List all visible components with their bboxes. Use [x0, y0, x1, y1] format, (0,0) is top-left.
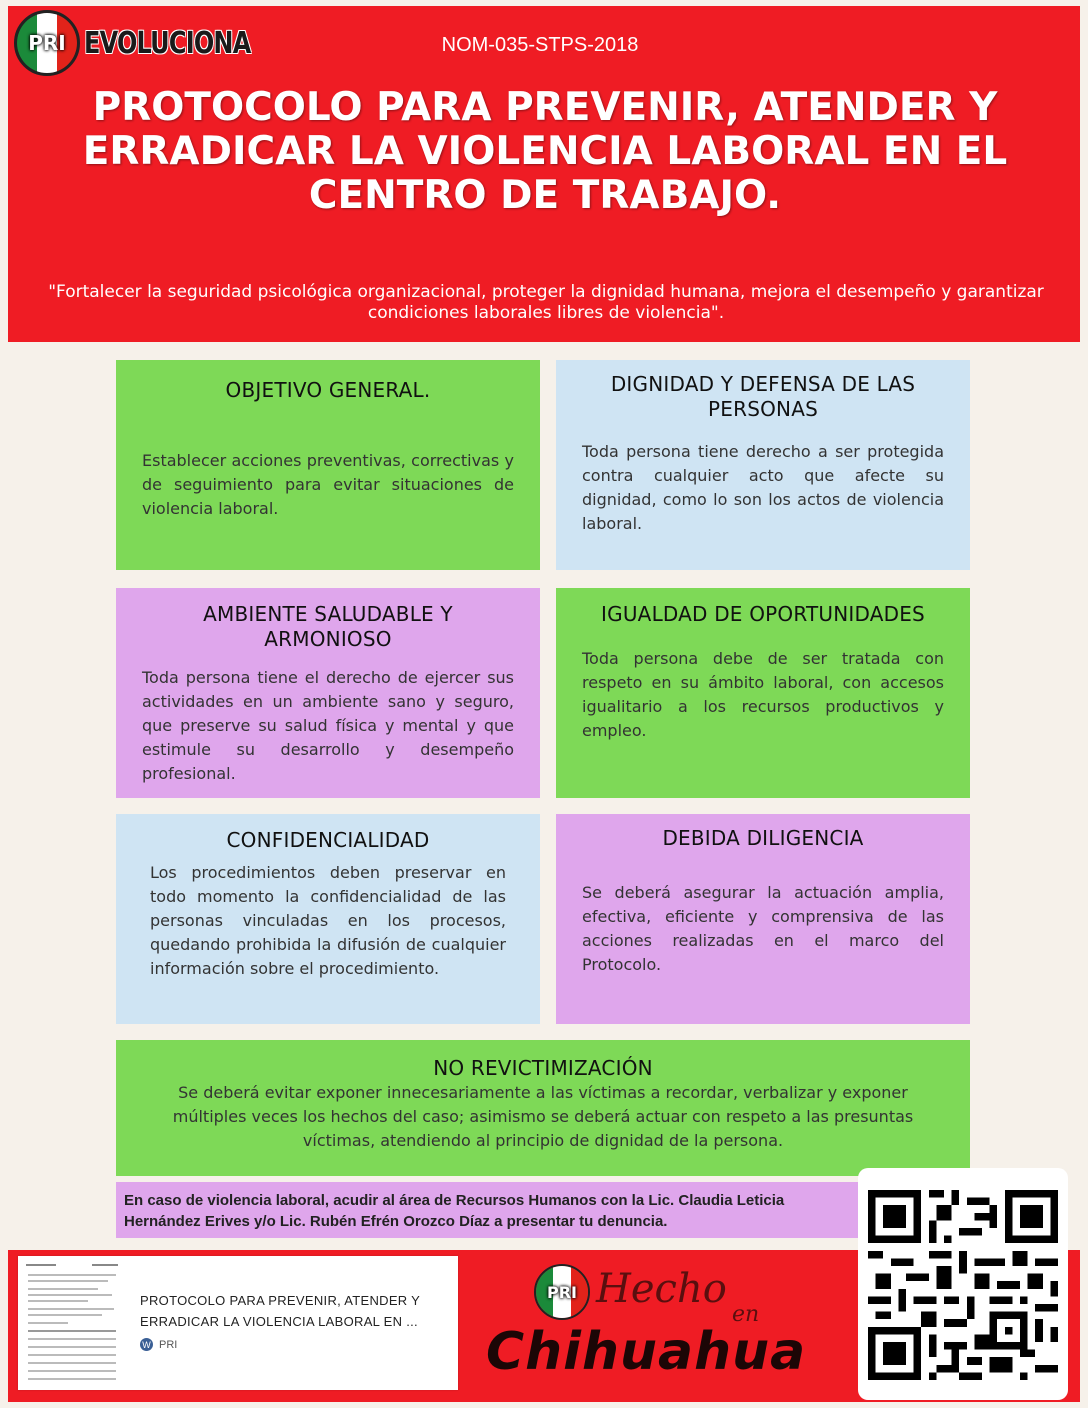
- card-ambiente-saludable: [116, 588, 540, 798]
- card-dignidad: [556, 360, 970, 570]
- document-thumbnail: [22, 1258, 122, 1386]
- hecho-text: Hecho: [596, 1266, 727, 1312]
- card-body: Establecer acciones preventivas, correctivas y de seguimiento para evitar situaciones de violencia laboral.: [142, 451, 514, 518]
- document-link-title[interactable]: PROTOCOLO PARA PREVENIR, ATENDER Y ERRADICAR LA VIOLENCIA LABORAL EN ...: [140, 1293, 420, 1329]
- card-title: CONFIDENCIALIDAD: [226, 828, 430, 852]
- qr-code-icon: [868, 1190, 1058, 1380]
- card-body: Se deberá evitar exponer innecesariamente a las víctimas a recordar, verbalizar y exponer múltiples veces los hechos del caso; asimismo se deberá actuar con respeto a las presuntas víctimas, atendiendo al principio de dignidad de la persona.: [172, 1083, 914, 1150]
- card-confidencialidad: [116, 814, 540, 1024]
- card-body: Toda persona tiene el derecho de ejercer sus actividades en un ambiente sano y seguro, que preserve su salud física y mental y que estimule su desarrollo y desempeño profesional.: [142, 668, 514, 783]
- card-body: Los procedimientos deben preservar en todo momento la confidencialidad de las personas vinculadas en los procesos, quedando prohibida la difusión de cualquier información sobre el procedimiento.: [150, 863, 506, 978]
- pri-logo-icon: [534, 1264, 590, 1320]
- wordpress-icon: W: [140, 1338, 153, 1351]
- pri-logo-text: PRI: [28, 31, 66, 55]
- card-no-revictimizacion: [116, 1040, 970, 1176]
- card-body: Se deberá asegurar la actuación amplia, efectiva, eficiente y comprensiva de las acciones realizadas en el marco del Protocolo.: [582, 883, 944, 974]
- qr-code[interactable]: [858, 1168, 1068, 1400]
- card-body: Toda persona tiene derecho a ser protegida contra cualquier acto que afecte su dignidad, como lo son los actos de violencia laboral.: [582, 442, 944, 533]
- card-title: AMBIENTE SALUDABLE Y ARMONIOSO: [203, 602, 453, 651]
- card-title: DIGNIDAD Y DEFENSA DE LAS PERSONAS: [610, 372, 916, 421]
- en-text: en: [732, 1302, 760, 1327]
- hecho-en-chihuahua-logo: [484, 1258, 844, 1398]
- card-igualdad: [556, 588, 970, 798]
- document-link-source: [140, 1338, 177, 1351]
- mission-quote: "Fortalecer la seguridad psicológica organizacional, proteger la dignidad humana, mejora el desempeño y garantizar condiciones laborales libres de violencia".: [48, 282, 1044, 323]
- page-title: PROTOCOLO PARA PREVENIR, ATENDER Y ERRADICAR LA VIOLENCIA LABORAL EN EL CENTRO DE TRABAJO.: [82, 85, 1008, 218]
- card-debida-diligencia: [556, 814, 970, 1024]
- card-objetivo-general: [116, 360, 540, 570]
- norm-code: NOM-035-STPS-2018: [441, 34, 639, 56]
- card-title: OBJETIVO GENERAL.: [225, 378, 431, 402]
- pri-logo-text: PRI: [547, 1282, 577, 1302]
- card-title: DEBIDA DILIGENCIA: [662, 826, 864, 850]
- contact-notice: En caso de violencia laboral, acudir al área de Recursos Humanos con la Lic. Claudia Leticia Hernández Erives y/o Lic. Rubén Efrén Orozco Díaz a presentar tu denuncia.: [116, 1182, 861, 1238]
- chihuahua-text: Chihuahua: [486, 1322, 807, 1382]
- document-source-label: PRI: [159, 1338, 178, 1351]
- brand-name: EVOLUCIONA: [84, 25, 251, 61]
- card-title: NO REVICTIMIZACIÓN: [433, 1056, 653, 1080]
- document-link-preview[interactable]: [18, 1256, 458, 1390]
- card-title: IGUALDAD DE OPORTUNIDADES: [601, 602, 925, 626]
- card-body: Toda persona debe de ser tratada con respeto en su ámbito laboral, con accesos igualitario a los recursos productivos y empleo.: [582, 649, 944, 740]
